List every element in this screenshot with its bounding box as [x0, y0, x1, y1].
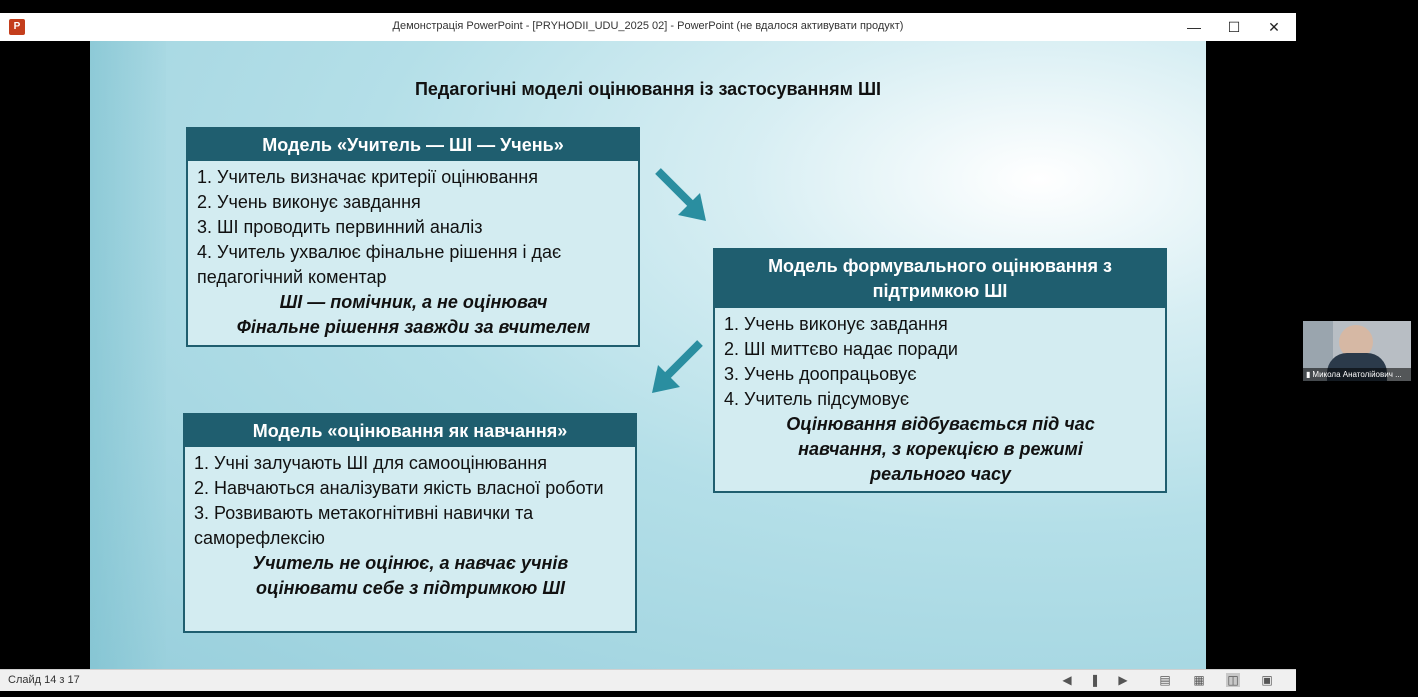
box-note: ШІ — помічник, а не оцінювач	[279, 292, 548, 312]
model-box-teacher-ai-student	[186, 127, 640, 347]
list-item: 2. ШІ миттєво надає поради	[724, 339, 958, 359]
list-item: 4. Учитель підсумовує	[724, 389, 910, 409]
box-header: Модель «Учитель — ШІ — Учень»	[188, 129, 638, 161]
list-item: 1. Учень виконує завдання	[724, 314, 948, 334]
box-note: Оцінювання відбувається під час навчання, з корекцією в режимі реального часу	[786, 414, 1095, 484]
previous-slide-icon[interactable]: ◀	[1062, 673, 1072, 687]
list-item: 1. Учні залучають ШІ для самооцінювання	[194, 453, 548, 473]
reading-view-icon[interactable]: ◫	[1227, 673, 1239, 687]
box-note: Фінальне рішення завжди за вчителем	[236, 317, 591, 337]
list-item: 4. Учитель ухвалює фінальне рішення і дає педагогічний коментар	[197, 242, 562, 287]
notes-icon[interactable]: ▤	[1159, 673, 1171, 687]
signal-icon: ▮	[1306, 370, 1311, 379]
window-title: Демонстрація PowerPoint - [PRYHODII_UDU_2025 02] - PowerPoint (не вдалося активувати продукт)	[392, 20, 904, 32]
model-box-formative-assessment	[713, 248, 1167, 493]
participant-video-tile[interactable]	[1303, 321, 1411, 381]
maximize-button[interactable]: ☐	[1227, 19, 1241, 35]
box-body	[188, 161, 638, 342]
list-item: 1. Учитель визначає критерії оцінювання	[197, 167, 538, 187]
participant-name-label	[1303, 368, 1411, 381]
powerpoint-window	[0, 13, 1296, 690]
slideshow-icon[interactable]: ▣	[1261, 673, 1273, 687]
close-button[interactable]: ✕	[1268, 19, 1280, 35]
box-header: Модель формувального оцінювання з підтримкою ШІ	[715, 250, 1165, 308]
status-bar	[0, 669, 1296, 691]
list-item: 2. Навчаються аналізувати якість власної роботи	[194, 478, 604, 498]
arrow-down-left-icon	[646, 337, 710, 399]
slide-title: Педагогічні моделі оцінювання із застосуванням ШІ	[414, 79, 882, 99]
list-item: 3. ШІ проводить первинний аналіз	[197, 217, 483, 237]
box-body	[715, 308, 1165, 489]
arrow-down-right-icon	[650, 165, 714, 227]
slide[interactable]	[90, 41, 1206, 669]
next-slide-icon[interactable]: ▶	[1118, 673, 1128, 687]
list-item: 3. Учень доопрацьовує	[724, 364, 917, 384]
slide-sorter-icon[interactable]: ▦	[1193, 673, 1205, 687]
minimize-button[interactable]: —	[1187, 19, 1201, 35]
powerpoint-icon: P	[9, 19, 25, 35]
slide-decoration	[90, 41, 166, 669]
pause-icon[interactable]: ❚	[1089, 673, 1101, 687]
box-note: Учитель не оцінює, а навчає учнів оцінювати себе з підтримкою ШІ	[252, 553, 569, 598]
slide-area	[0, 41, 1296, 669]
slide-counter: Слайд 14 з 17	[8, 674, 80, 686]
title-bar	[0, 13, 1296, 41]
participant-name: Микола Анатолійович ...	[1312, 370, 1402, 379]
box-body	[185, 447, 635, 603]
list-item: 3. Розвивають метакогнітивні навички та саморефлексію	[194, 503, 534, 548]
list-item: 2. Учень виконує завдання	[197, 192, 421, 212]
model-box-assessment-as-learning	[183, 413, 637, 633]
box-header: Модель «оцінювання як навчання»	[185, 415, 635, 447]
